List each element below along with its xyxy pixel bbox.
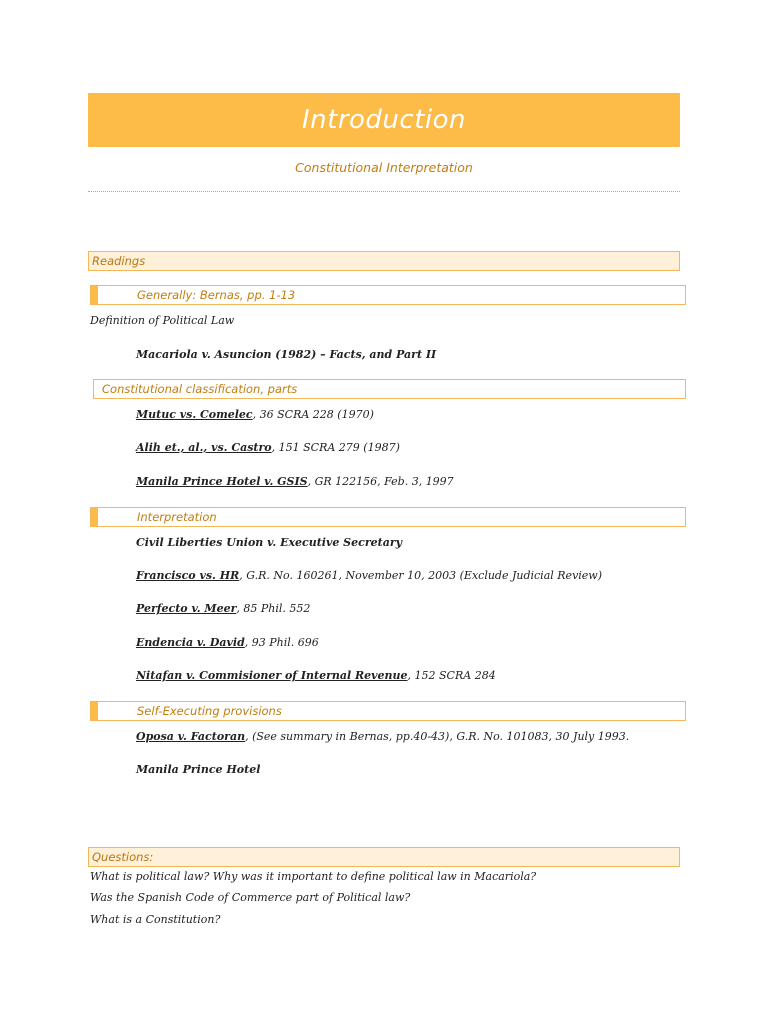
entry-definition: Definition of Political Law	[90, 314, 235, 327]
section-generally-label: Generally: Bernas, pp. 1-13	[137, 288, 296, 302]
case-citation: , (See summary in Bernas, pp.40-43), G.R. No. 101083, 30 July 1993.	[245, 730, 630, 743]
section-questions	[88, 847, 680, 867]
entry-manila	[136, 475, 454, 488]
section-questions-label: Questions:	[92, 850, 154, 864]
entry-perfecto	[136, 602, 310, 615]
case-name: Endencia v. David	[136, 636, 245, 649]
case-citation: , G.R. No. 160261, November 10, 2003 (Exclude Judicial Review)	[239, 569, 603, 582]
entry-mutuc	[136, 408, 374, 421]
case-name: Nitafan v. Commisioner of Internal Revenue	[136, 669, 408, 682]
section-interpretation	[90, 507, 686, 527]
page-subtitle: Constitutional Interpretation	[295, 160, 473, 175]
section-accent-bar	[91, 702, 98, 720]
section-interpretation-label: Interpretation	[137, 510, 217, 524]
question-item: Was the Spanish Code of Commerce part of Political law?	[90, 891, 411, 904]
section-classification-label: Constitutional classification, parts	[102, 382, 298, 396]
case-citation: , 93 Phil. 696	[244, 636, 319, 649]
entry-manila-prince	[136, 763, 260, 776]
entry-nitafan	[136, 669, 496, 682]
case-name: Manila Prince Hotel	[136, 763, 261, 776]
entry-oposa	[136, 730, 629, 743]
case-citation: , 152 SCRA 284	[407, 669, 496, 682]
section-self-executing-label: Self-Executing provisions	[137, 704, 282, 718]
entry-endencia	[136, 636, 319, 649]
case-name: Civil Liberties Union v. Executive Secretary	[136, 536, 403, 549]
page-title: Introduction	[301, 105, 467, 135]
entry-macariola	[136, 348, 436, 361]
case-citation: , 36 SCRA 228 (1970)	[252, 408, 374, 421]
case-name: Perfecto v. Meer	[136, 602, 237, 615]
question-item: What is political law? Why was it important to define political law in Macariola?	[90, 870, 537, 883]
case-name: Manila Prince Hotel v. GSIS	[136, 475, 308, 488]
divider	[88, 191, 680, 192]
case-name: Francisco vs. HR	[136, 569, 240, 582]
question-item: What is a Constitution?	[90, 913, 221, 926]
section-readings-label: Readings	[92, 254, 146, 268]
case-name: Oposa v. Factoran	[136, 730, 246, 743]
section-accent-bar	[91, 286, 98, 304]
case-citation: , 151 SCRA 279 (1987)	[271, 441, 400, 454]
case-name: Alih et., al., vs. Castro	[136, 441, 272, 454]
case-name: Mutuc vs. Comelec	[136, 408, 253, 421]
section-generally	[90, 285, 686, 305]
case-citation: , 85 Phil. 552	[236, 602, 311, 615]
entry-alih	[136, 441, 400, 454]
entry-civil-liberties	[136, 536, 402, 549]
entry-francisco	[136, 569, 602, 582]
title-banner	[88, 93, 680, 147]
section-self-executing	[90, 701, 686, 721]
case-name: Macariola v. Asuncion (1982) – Facts, and Part II	[136, 348, 437, 361]
section-readings	[88, 251, 680, 271]
case-citation: , GR 122156, Feb. 3, 1997	[307, 475, 454, 488]
section-classification	[93, 379, 686, 399]
section-accent-bar	[91, 508, 98, 526]
